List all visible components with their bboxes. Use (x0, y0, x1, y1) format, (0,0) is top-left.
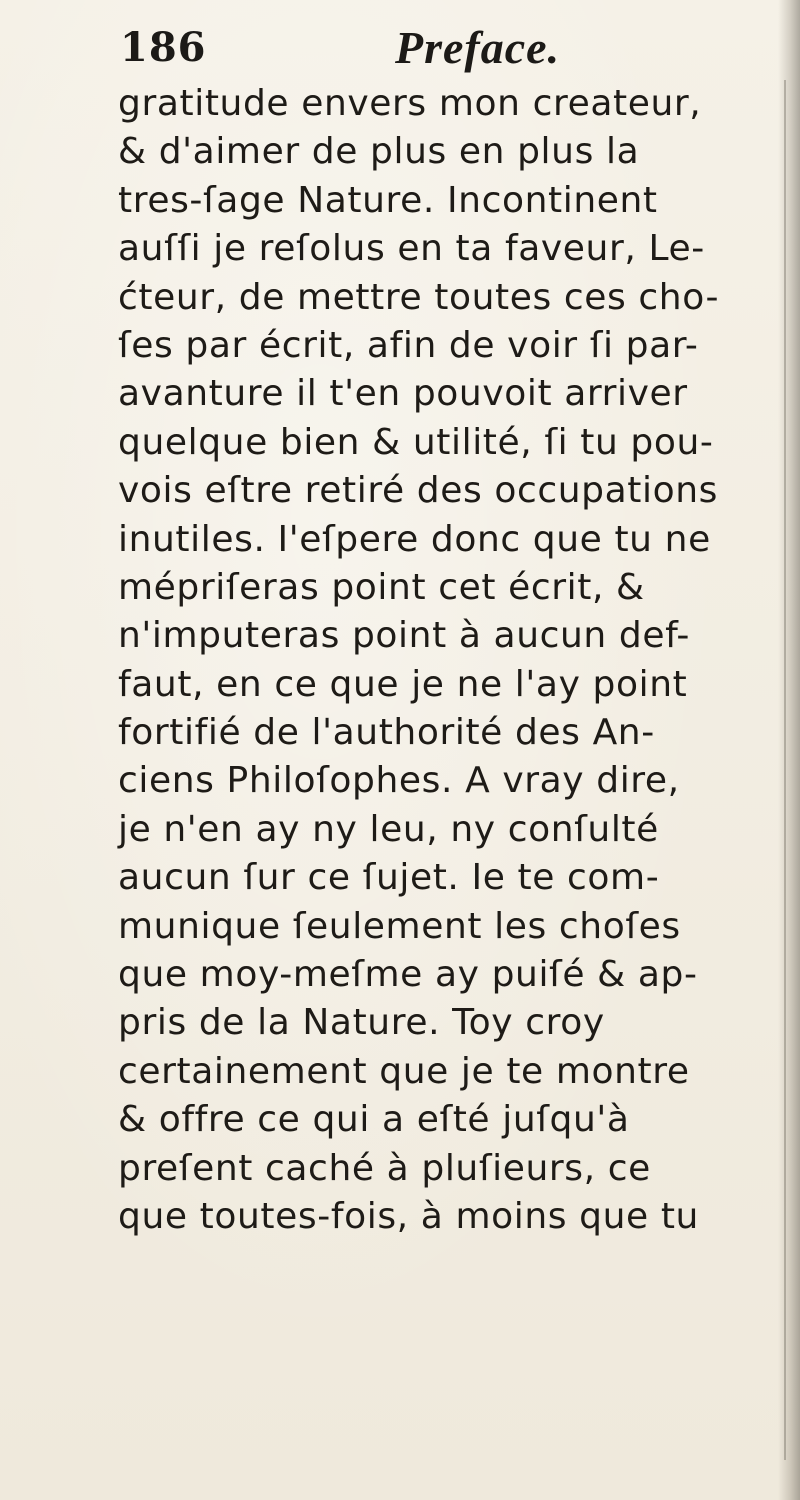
text-line: tres-ſage Nature. Incontinent (118, 179, 658, 221)
text-line: que moy-meſme ay puiſé & ap- (118, 954, 698, 996)
text-line: ciens Philoſophes. A vray dire, (118, 760, 680, 802)
text-line: fortifié de l'authorité des An- (118, 712, 655, 754)
body-text (118, 80, 768, 1241)
text-line: que toutes-fois, à moins que tu (118, 1195, 699, 1237)
text-line: & d'aimer de plus en plus la (118, 131, 640, 173)
page-number: 186 (120, 24, 207, 71)
text-line: & offre ce qui a eſté juſqu'à (118, 1099, 630, 1141)
page-header (120, 18, 760, 78)
text-line: munique ſeulement les choſes (118, 905, 681, 947)
text-line: ſes par écrit, afin de voir ſi par- (118, 324, 699, 366)
text-line: je n'en ay ny leu, ny conſulté (118, 808, 659, 850)
text-line: vois eſtre retiré des occupations (118, 470, 719, 512)
running-head: Preface. (395, 22, 561, 73)
text-line: ćteur, de mettre toutes ces cho- (118, 276, 720, 318)
text-line: pris de la Nature. Toy croy (118, 1002, 605, 1044)
text-line: n'imputeras point à aucun def- (118, 615, 690, 657)
gutter-edge-line (784, 80, 786, 1460)
text-line: inutiles. I'eſpere donc que tu ne (118, 518, 711, 560)
text-line: certainement que je te montre (118, 1050, 690, 1092)
text-line: faut, en ce que je ne l'ay point (118, 663, 688, 705)
text-line: aucun ſur ce ſujet. Ie te com- (118, 857, 660, 899)
text-line: avanture il t'en pouvoit arriver (118, 373, 688, 415)
text-line: quelque bien & utilité, ſi tu pou- (118, 421, 714, 463)
text-line: gratitude envers mon createur, (118, 83, 702, 124)
text-line: mépriſeras point cet écrit, & (118, 566, 645, 608)
text-line: preſent caché à pluſieurs, ce (118, 1147, 651, 1189)
page-gutter-shadow (778, 0, 800, 1500)
text-line: auſſi je reſolus en ta faveur, Le- (118, 228, 705, 270)
